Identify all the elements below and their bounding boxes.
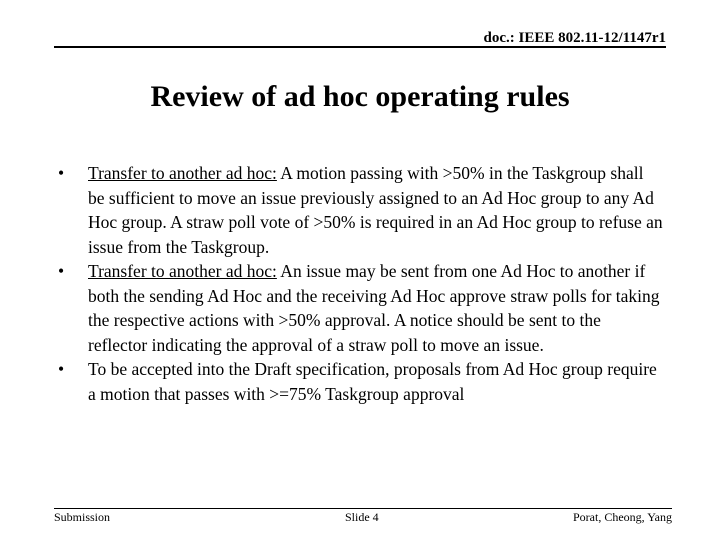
- bullet-lead: Transfer to another ad hoc:: [88, 163, 277, 183]
- bullet-dot: •: [58, 359, 65, 379]
- bullet-item: [58, 161, 664, 259]
- bullet-text: A motion passing with >50% in the Taskgroup shall be sufficient to move an issue previously assigned to an Ad Hoc group to any Ad Hoc group. A straw poll vote of >50% is required in an Ad Hoc group to refuse an issue from the Taskgroup.: [88, 163, 663, 257]
- footer-slide-number: Slide 4: [345, 510, 379, 524]
- footer-rule: [54, 508, 672, 509]
- bullet-text: To be accepted into the Draft specification, proposals from Ad Hoc group require a motion that passes with >=75% Taskgroup approval: [88, 359, 657, 404]
- header-rule: [54, 46, 666, 48]
- bullet-item: [58, 259, 664, 357]
- bullet-dot: •: [58, 261, 65, 281]
- doc-id: doc.: IEEE 802.11-12/1147r1: [483, 30, 666, 46]
- slide-title: Review of ad hoc operating rules: [150, 80, 570, 113]
- bullet-list: [58, 161, 664, 406]
- footer-authors: Porat, Cheong, Yang: [572, 510, 672, 524]
- bullet-item: [58, 357, 664, 406]
- bullet-dot: •: [58, 163, 65, 183]
- bullet-text: An issue may be sent from one Ad Hoc to another if both the sending Ad Hoc and the receiving Ad Hoc approve straw polls for taking the respective actions with >50% approval. A notice should be sent to the reflector indicating the approval of a straw poll to move an issue.: [88, 261, 660, 355]
- footer-submission: Submission: [54, 510, 111, 524]
- bullet-lead: Transfer to another ad hoc:: [88, 261, 277, 281]
